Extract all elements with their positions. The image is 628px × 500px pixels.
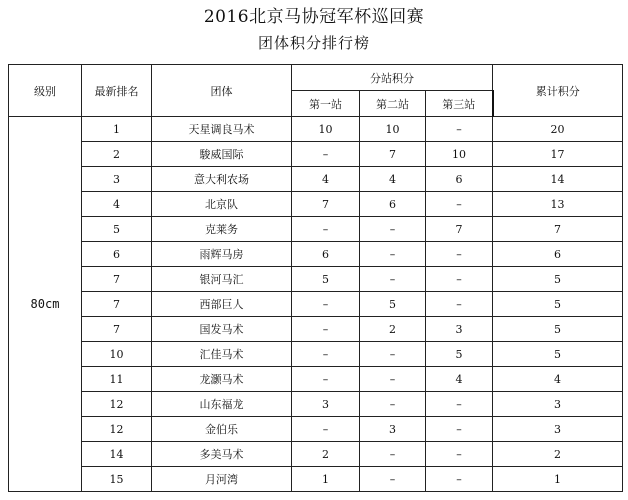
rank-cell: 5 (82, 217, 152, 242)
station-1-cell: – (292, 417, 360, 442)
station-3-cell: – (426, 442, 493, 467)
station-3-cell: – (426, 192, 493, 217)
station-2-cell: – (360, 467, 426, 492)
header-team: 团体 (152, 65, 292, 117)
table-row (9, 292, 623, 317)
station-2-cell: – (360, 367, 426, 392)
team-cell: 国发马术 (152, 317, 292, 342)
station-3-cell: – (426, 117, 493, 142)
rank-cell: 3 (82, 167, 152, 192)
team-cell: 意大利农场 (152, 167, 292, 192)
header-station-3: 第三站 (426, 91, 493, 117)
rank-cell: 6 (82, 242, 152, 267)
station-1-cell: 6 (292, 242, 360, 267)
station-2-cell: – (360, 242, 426, 267)
total-cell: 14 (493, 167, 623, 192)
total-cell: 5 (493, 342, 623, 367)
station-3-cell: – (426, 292, 493, 317)
station-1-cell: 3 (292, 392, 360, 417)
station-3-cell: 4 (426, 367, 493, 392)
team-cell: 银河马汇 (152, 267, 292, 292)
station-3-cell: 7 (426, 217, 493, 242)
team-cell: 多美马术 (152, 442, 292, 467)
rank-cell: 15 (82, 467, 152, 492)
station-1-cell: – (292, 317, 360, 342)
team-cell: 月河湾 (152, 467, 292, 492)
station-2-cell: 4 (360, 167, 426, 192)
table-row (9, 442, 623, 467)
document-title: 2016北京马协冠军杯巡回赛 (203, 7, 425, 27)
rank-cell: 12 (82, 417, 152, 442)
team-cell: 西部巨人 (152, 292, 292, 317)
total-cell: 17 (493, 142, 623, 167)
station-1-cell: – (292, 342, 360, 367)
table-row (9, 267, 623, 292)
header-level: 级别 (9, 65, 82, 117)
station-2-cell: 3 (360, 417, 426, 442)
station-1-cell: – (292, 217, 360, 242)
total-cell: 4 (493, 367, 623, 392)
table-row (9, 142, 623, 167)
table-row (9, 217, 623, 242)
rank-cell: 11 (82, 367, 152, 392)
table-row (9, 467, 623, 492)
table-row (9, 167, 623, 192)
header-station-group: 分站积分 (292, 65, 493, 91)
table-body (9, 117, 623, 492)
station-3-cell: 10 (426, 142, 493, 167)
station-2-cell: 5 (360, 292, 426, 317)
station-3-cell: – (426, 467, 493, 492)
team-cell: 北京队 (152, 192, 292, 217)
total-cell: 13 (493, 192, 623, 217)
rank-cell: 12 (82, 392, 152, 417)
rank-cell: 4 (82, 192, 152, 217)
station-3-cell: 3 (426, 317, 493, 342)
rank-cell: 7 (82, 317, 152, 342)
total-cell: 2 (493, 442, 623, 467)
table-row (9, 117, 623, 142)
station-3-cell: – (426, 267, 493, 292)
station-1-cell: 2 (292, 442, 360, 467)
station-2-cell: 10 (360, 117, 426, 142)
total-cell: 7 (493, 217, 623, 242)
rank-cell: 1 (82, 117, 152, 142)
station-2-cell: – (360, 342, 426, 367)
total-cell: 20 (493, 117, 623, 142)
station-1-cell: 5 (292, 267, 360, 292)
table-row (9, 242, 623, 267)
rank-cell: 10 (82, 342, 152, 367)
station-2-cell: 6 (360, 192, 426, 217)
station-1-cell: 10 (292, 117, 360, 142)
team-cell: 汇佳马术 (152, 342, 292, 367)
total-cell: 5 (493, 292, 623, 317)
team-cell: 雨辉马房 (152, 242, 292, 267)
document-subtitle: 团体积分排行榜 (257, 34, 370, 52)
total-cell: 3 (493, 417, 623, 442)
team-cell: 克莱务 (152, 217, 292, 242)
table-row (9, 192, 623, 217)
header-station-2: 第二站 (360, 91, 426, 117)
table-row (9, 317, 623, 342)
station-1-cell: – (292, 142, 360, 167)
rank-cell: 14 (82, 442, 152, 467)
table-row (9, 417, 623, 442)
header-total: 累计积分 (493, 65, 623, 117)
station-1-cell: – (292, 367, 360, 392)
team-cell: 駿威国际 (152, 142, 292, 167)
station-2-cell: 7 (360, 142, 426, 167)
team-ranking-table (8, 64, 623, 492)
station-2-cell: 2 (360, 317, 426, 342)
station-3-cell: 6 (426, 167, 493, 192)
team-cell: 金伯乐 (152, 417, 292, 442)
station-3-cell: 5 (426, 342, 493, 367)
station-3-cell: – (426, 242, 493, 267)
rank-cell: 7 (82, 267, 152, 292)
rank-cell: 7 (82, 292, 152, 317)
table-row (9, 392, 623, 417)
station-2-cell: – (360, 392, 426, 417)
station-2-cell: – (360, 267, 426, 292)
table-row (9, 342, 623, 367)
station-1-cell: 7 (292, 192, 360, 217)
station-2-cell: – (360, 217, 426, 242)
station-1-cell: – (292, 292, 360, 317)
header-rank: 最新排名 (82, 65, 152, 117)
station-2-cell: – (360, 442, 426, 467)
total-cell: 1 (493, 467, 623, 492)
team-cell: 天星调良马术 (152, 117, 292, 142)
table-row (9, 367, 623, 392)
total-cell: 5 (493, 267, 623, 292)
station-1-cell: 1 (292, 467, 360, 492)
team-cell: 山东福龙 (152, 392, 292, 417)
total-cell: 6 (493, 242, 623, 267)
team-cell: 龙灏马术 (152, 367, 292, 392)
header-station-1: 第一站 (292, 91, 360, 117)
total-cell: 5 (493, 317, 623, 342)
level-cell: 80cm (9, 117, 82, 492)
station-1-cell: 4 (292, 167, 360, 192)
rank-cell: 2 (82, 142, 152, 167)
station-3-cell: – (426, 392, 493, 417)
station-3-cell: – (426, 417, 493, 442)
total-cell: 3 (493, 392, 623, 417)
